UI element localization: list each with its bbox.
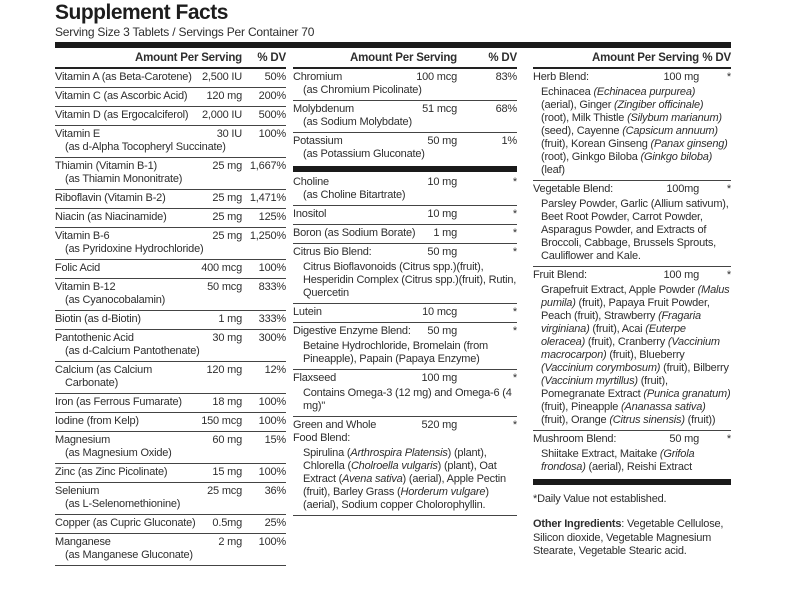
nutrient-dv: 300% xyxy=(258,332,286,344)
nutrient-name-line2: (as d-Alpha Tocopheryl Succinate) xyxy=(65,141,226,153)
nutrient-amount: 10 mg xyxy=(427,176,457,188)
nutrient-dv: 100% xyxy=(258,262,286,274)
nutrient-name: Zinc (as Zinc Picolinate) xyxy=(55,466,168,478)
nutrient-row xyxy=(293,206,517,225)
nutrient-name: Choline xyxy=(293,176,329,188)
nutrient-name: Potassium xyxy=(293,135,343,147)
nutrient-row-main xyxy=(293,227,517,240)
nutrient-row xyxy=(55,88,286,107)
nutrient-row-main xyxy=(293,135,517,148)
nutrient-amount: 60 mg xyxy=(212,434,242,446)
nutrient-amount: 50 mg xyxy=(669,433,699,445)
nutrient-row-main xyxy=(55,109,286,122)
nutrient-name-line2: Food Blend: xyxy=(293,432,351,444)
nutrient-row-main xyxy=(293,103,517,116)
nutrient-row-main xyxy=(293,372,517,385)
nutrient-name: Folic Acid xyxy=(55,262,101,274)
nutrient-row xyxy=(55,158,286,190)
nutrient-name-line2: (as Pyridoxine Hydrochloride) xyxy=(65,243,204,255)
nutrient-dv: 100% xyxy=(258,466,286,478)
nutrient-amount: 2 mg xyxy=(218,536,242,548)
ingredient-sublist: Betaine Hydrochloride, Bromelain (from Pineapple), Papain (Papaya Enzyme) xyxy=(303,340,488,365)
nutrient-row xyxy=(55,69,286,88)
nutrient-amount: 150 mcg xyxy=(201,415,242,427)
nutrient-dv: 125% xyxy=(258,211,286,223)
nutrient-row xyxy=(55,483,286,515)
nutrient-dv: * xyxy=(512,372,517,384)
nutrient-dv: 12% xyxy=(264,364,286,376)
nutrient-amount: 30 IU xyxy=(216,128,242,140)
nutrient-dv: 50% xyxy=(264,71,286,83)
nutrient-row-main xyxy=(293,419,517,432)
nutrient-name: Vitamin E xyxy=(55,128,101,140)
nutrient-name: Vitamin B-6 xyxy=(55,230,110,242)
nutrient-row xyxy=(293,370,517,417)
nutrient-row-main xyxy=(293,71,517,84)
nutrient-row xyxy=(293,174,517,206)
percent-dv-header: % DV xyxy=(257,52,286,64)
nutrient-row xyxy=(293,69,517,101)
nutrient-dv: 1,667% xyxy=(249,160,286,172)
nutrient-amount: 100 mg xyxy=(663,71,699,83)
percent-dv-header: % DV xyxy=(488,52,517,64)
nutrient-dv: 100% xyxy=(258,128,286,140)
nutrient-name: Herb Blend: xyxy=(533,71,589,83)
nutrient-name-line2: (as Sodium Molybdate) xyxy=(303,116,412,128)
nutrient-amount: 520 mg xyxy=(421,419,457,431)
nutrient-dv: * xyxy=(512,306,517,318)
nutrient-dv: * xyxy=(512,176,517,188)
nutrient-row-main xyxy=(55,281,286,294)
nutrient-dv: * xyxy=(512,246,517,258)
nutrient-row xyxy=(55,362,286,394)
nutrient-row-main xyxy=(55,90,286,103)
nutrient-name: Iron (as Ferrous Fumarate) xyxy=(55,396,182,408)
nutrient-amount: 50 mg xyxy=(427,135,457,147)
nutrient-row xyxy=(55,126,286,158)
nutrient-row-main xyxy=(55,332,286,345)
nutrient-dv: 833% xyxy=(258,281,286,293)
ingredient-sublist: Echinacea (Echinacea purpurea) (aerial), Ginger (Zingiber officinale) (root), Milk Thistle (Silybum marianum) (seed), Cayenne (Capsicum annuum) (fruit), Korean Ginseng (Panax ginseng) (root), Ginkgo Biloba (Ginkgo biloba) (leaf) xyxy=(541,86,728,176)
nutrient-dv: 100% xyxy=(258,415,286,427)
nutrient-dv: 200% xyxy=(258,90,286,102)
nutrient-amount: 1 mg xyxy=(218,313,242,325)
nutrient-row-main xyxy=(533,183,731,196)
nutrient-row xyxy=(533,431,731,477)
serving-info: Serving Size 3 Tablets / Servings Per Container 70 xyxy=(55,25,315,39)
column-3-header xyxy=(533,48,731,69)
nutrient-amount: 100 mg xyxy=(421,372,457,384)
nutrient-amount: 25 mg xyxy=(212,230,242,242)
nutrient-row-main xyxy=(55,211,286,224)
column-2-header xyxy=(293,48,517,69)
amount-per-serving-header: Amount Per Serving xyxy=(350,52,457,64)
nutrient-row-main xyxy=(55,192,286,205)
nutrient-amount: 51 mcg xyxy=(422,103,457,115)
nutrient-row-main xyxy=(55,313,286,326)
nutrient-name: Green and Whole xyxy=(293,419,377,431)
daily-value-footnote: *Daily Value not established. xyxy=(533,493,667,505)
section-divider-bar xyxy=(533,479,731,485)
nutrient-amount: 100 mg xyxy=(663,269,699,281)
nutrient-name: Calcium (as Calcium xyxy=(55,364,153,376)
nutrient-amount: 15 mg xyxy=(212,466,242,478)
ingredient-sublist: Contains Omega-3 (12 mg) and Omega-6 (4 mg)" xyxy=(303,387,512,412)
column-2-rows xyxy=(293,69,517,516)
nutrient-name: Vitamin B-12 xyxy=(55,281,116,293)
nutrient-row-main xyxy=(55,536,286,549)
column-1 xyxy=(55,48,286,566)
nutrient-row-main xyxy=(293,176,517,189)
nutrient-row-main xyxy=(55,128,286,141)
nutrient-name: Magnesium xyxy=(55,434,111,446)
nutrient-name: Digestive Enzyme Blend: xyxy=(293,325,411,337)
nutrient-row xyxy=(293,101,517,133)
nutrient-amount: 0.5mg xyxy=(212,517,242,529)
supplement-facts-label xyxy=(55,2,731,566)
ingredient-sublist: Parsley Powder, Garlic (Allium sativum), Beet Root Powder, Carrot Powder, Asparagus Powder, and Extracts of Broccoli, Cabbage, Brussels Sprouts, Cauliflower and Kale. xyxy=(541,198,729,262)
other-ingredients: Other Ingredients: Vegetable Cellulose, Silicon dioxide, Vegetable Magnesium Stearate, Vegetable Stearic acid. xyxy=(533,518,724,557)
nutrient-dv: * xyxy=(726,183,731,195)
columns-container xyxy=(55,48,731,566)
nutrient-row-main xyxy=(533,433,731,446)
nutrient-amount: 25 mg xyxy=(212,192,242,204)
nutrient-amount: 10 mcg xyxy=(422,306,457,318)
nutrient-name: Chromium xyxy=(293,71,343,83)
section-divider-bar xyxy=(293,166,517,172)
nutrient-row-main xyxy=(533,71,731,84)
nutrient-name: Riboflavin (Vitamin B-2) xyxy=(55,192,166,204)
nutrient-name-line2: (as Cyanocobalamin) xyxy=(65,294,166,306)
nutrient-row xyxy=(55,534,286,566)
nutrient-amount: 30 mg xyxy=(212,332,242,344)
nutrient-row-main xyxy=(293,306,517,319)
nutrient-amount: 25 mcg xyxy=(207,485,242,497)
nutrient-row xyxy=(55,515,286,534)
column-2 xyxy=(293,48,517,516)
nutrient-name-line2: Carbonate) xyxy=(65,377,119,389)
nutrient-row-main xyxy=(55,396,286,409)
nutrient-amount: 400 mcg xyxy=(201,262,242,274)
nutrient-dv: 68% xyxy=(495,103,517,115)
nutrient-name-line2: (as Magnesium Oxide) xyxy=(65,447,172,459)
nutrient-row xyxy=(55,107,286,126)
nutrient-row-main xyxy=(55,415,286,428)
nutrient-row xyxy=(55,413,286,432)
nutrient-row-main xyxy=(293,246,517,259)
nutrient-dv: 36% xyxy=(264,485,286,497)
nutrient-row xyxy=(293,417,517,516)
nutrient-amount: 25 mg xyxy=(212,211,242,223)
nutrient-dv: * xyxy=(512,227,517,239)
nutrient-dv: 1,250% xyxy=(249,230,286,242)
nutrient-row xyxy=(55,464,286,483)
nutrient-name: Vitamin A (as Beta-Carotene) xyxy=(55,71,192,83)
label-title: Supplement Facts xyxy=(55,1,228,24)
nutrient-amount: 50 mcg xyxy=(207,281,242,293)
nutrient-row-main xyxy=(55,262,286,275)
nutrient-name: Fruit Blend: xyxy=(533,269,587,281)
nutrient-row xyxy=(293,323,517,370)
nutrient-row xyxy=(55,330,286,362)
nutrient-dv: 333% xyxy=(258,313,286,325)
nutrient-name: Flaxseed xyxy=(293,372,337,384)
nutrient-row xyxy=(293,225,517,244)
nutrient-dv: 83% xyxy=(495,71,517,83)
nutrient-amount: 25 mg xyxy=(212,160,242,172)
nutrient-name-line2: (as d-Calcium Pantothenate) xyxy=(65,345,200,357)
nutrient-amount: 10 mg xyxy=(427,208,457,220)
nutrient-name: Biotin (as d-Biotin) xyxy=(55,313,141,325)
nutrient-row-main xyxy=(55,230,286,243)
nutrient-dv: * xyxy=(512,208,517,220)
nutrient-name: Pantothenic Acid xyxy=(55,332,134,344)
nutrient-row xyxy=(55,394,286,413)
nutrient-name: Inositol xyxy=(293,208,327,220)
nutrient-amount: 1 mg xyxy=(433,227,457,239)
ingredient-sublist: Citrus Bioflavonoids (Citrus spp.)(fruit), Hesperidin Complex (Citrus spp.)(fruit), Rutin, Quercetin xyxy=(303,261,517,299)
nutrient-row-main xyxy=(55,71,286,84)
nutrient-row xyxy=(55,190,286,209)
nutrient-name-line2: (as Manganese Gluconate) xyxy=(65,549,193,561)
amount-per-serving-header: Amount Per Serving xyxy=(592,52,699,64)
nutrient-name-line2: (as Chromium Picolinate) xyxy=(303,84,422,96)
nutrient-name: Thiamin (Vitamin B-1) xyxy=(55,160,157,172)
nutrient-name: Citrus Bio Blend: xyxy=(293,246,372,258)
nutrient-name: Vitamin C (as Ascorbic Acid) xyxy=(55,90,188,102)
nutrient-dv: 1% xyxy=(501,135,517,147)
nutrient-row xyxy=(55,432,286,464)
nutrient-name-line2: (as Potassium Gluconate) xyxy=(303,148,425,160)
nutrient-amount: 50 mg xyxy=(427,246,457,258)
nutrient-dv: * xyxy=(512,419,517,431)
nutrient-row-main xyxy=(55,466,286,479)
nutrient-name: Mushroom Blend: xyxy=(533,433,617,445)
nutrient-dv: * xyxy=(726,71,731,83)
nutrient-row-main xyxy=(55,517,286,530)
nutrient-dv: 100% xyxy=(258,396,286,408)
nutrient-row xyxy=(293,133,517,164)
nutrient-amount: 50 mg xyxy=(427,325,457,337)
nutrient-dv: * xyxy=(726,269,731,281)
nutrient-name: Niacin (as Niacinamide) xyxy=(55,211,167,223)
ingredient-sublist: Spirulina (Arthrospira Platensis) (plant), Chlorella (Cholroella vulgaris) (plant), Oat Extract (Avena sativa) (aerial), Apple Pectin (fruit), Barley Grass (Horderum vulgare) (aerial), Sodium copper Cholorophyllin. xyxy=(303,447,506,511)
amount-per-serving-header: Amount Per Serving xyxy=(135,52,242,64)
nutrient-amount: 120 mg xyxy=(206,90,242,102)
nutrient-dv: * xyxy=(512,325,517,337)
nutrient-row xyxy=(293,244,517,304)
nutrient-row xyxy=(55,279,286,311)
nutrient-dv: 500% xyxy=(258,109,286,121)
column-3 xyxy=(533,48,731,559)
nutrient-amount: 100 mcg xyxy=(416,71,457,83)
nutrient-row-main xyxy=(55,485,286,498)
nutrient-row xyxy=(293,304,517,323)
ingredient-sublist: Grapefruit Extract, Apple Powder (Malus pumila) (fruit), Papaya Fruit Powder, Peach (fruit), Strawberry (Fragaria virginiana) (fruit), Acai (Euterpe oleracea) (fruit), Cranberry (Vaccinium macrocarpon) (fruit), Blueberry (Vaccinium corymbosum) (fruit), Bilberry (Vaccinium myrtillus) (fruit), Pomegranate Extract (Punica granatum) (fruit), Pineapple (Ananassa sativa) (fruit), Orange (Citrus sinensis) (fruit)) xyxy=(541,284,731,426)
nutrient-name: Copper (as Cupric Gluconate) xyxy=(55,517,196,529)
nutrient-row xyxy=(533,181,731,267)
nutrient-name: Selenium xyxy=(55,485,100,497)
column-1-header xyxy=(55,48,286,69)
column-1-rows xyxy=(55,69,286,566)
nutrient-name: Iodine (from Kelp) xyxy=(55,415,139,427)
nutrient-amount: 18 mg xyxy=(212,396,242,408)
nutrient-name: Manganese xyxy=(55,536,111,548)
nutrient-row-main xyxy=(293,208,517,221)
nutrient-row-main xyxy=(55,160,286,173)
nutrient-name: Vitamin D (as Ergocalciferol) xyxy=(55,109,189,121)
nutrient-name-line2: (as L-Selenomethionine) xyxy=(65,498,181,510)
nutrient-amount: 120 mg xyxy=(206,364,242,376)
nutrient-dv: 1,471% xyxy=(249,192,286,204)
nutrient-row xyxy=(533,69,731,181)
nutrient-amount: 2,000 IU xyxy=(202,109,242,121)
nutrient-row-main xyxy=(293,325,517,338)
percent-dv-header: % DV xyxy=(702,52,731,64)
nutrient-row-main xyxy=(55,364,286,377)
nutrient-dv: 15% xyxy=(264,434,286,446)
column-3-rows xyxy=(533,69,731,485)
nutrient-row xyxy=(55,228,286,260)
nutrient-amount: 100mg xyxy=(666,183,699,195)
nutrient-row xyxy=(55,311,286,330)
nutrient-dv: 100% xyxy=(258,536,286,548)
nutrient-dv: 25% xyxy=(264,517,286,529)
nutrient-name: Boron (as Sodium Borate) xyxy=(293,227,416,239)
nutrient-name: Lutein xyxy=(293,306,322,318)
ingredient-sublist: Shiitake Extract, Maitake (Grifola frondosa) (aerial), Reishi Extract xyxy=(541,448,695,473)
nutrient-row-main xyxy=(55,434,286,447)
nutrient-name: Molybdenum xyxy=(293,103,354,115)
nutrient-name-line2: (as Thiamin Mononitrate) xyxy=(65,173,183,185)
nutrient-row xyxy=(55,260,286,279)
nutrient-name-line2: (as Choline Bitartrate) xyxy=(303,189,406,201)
nutrient-dv: * xyxy=(726,433,731,445)
nutrient-row xyxy=(533,267,731,431)
nutrient-row xyxy=(55,209,286,228)
nutrient-amount: 2,500 IU xyxy=(202,71,242,83)
nutrient-name: Vegetable Blend: xyxy=(533,183,613,195)
nutrient-row-main xyxy=(533,269,731,282)
